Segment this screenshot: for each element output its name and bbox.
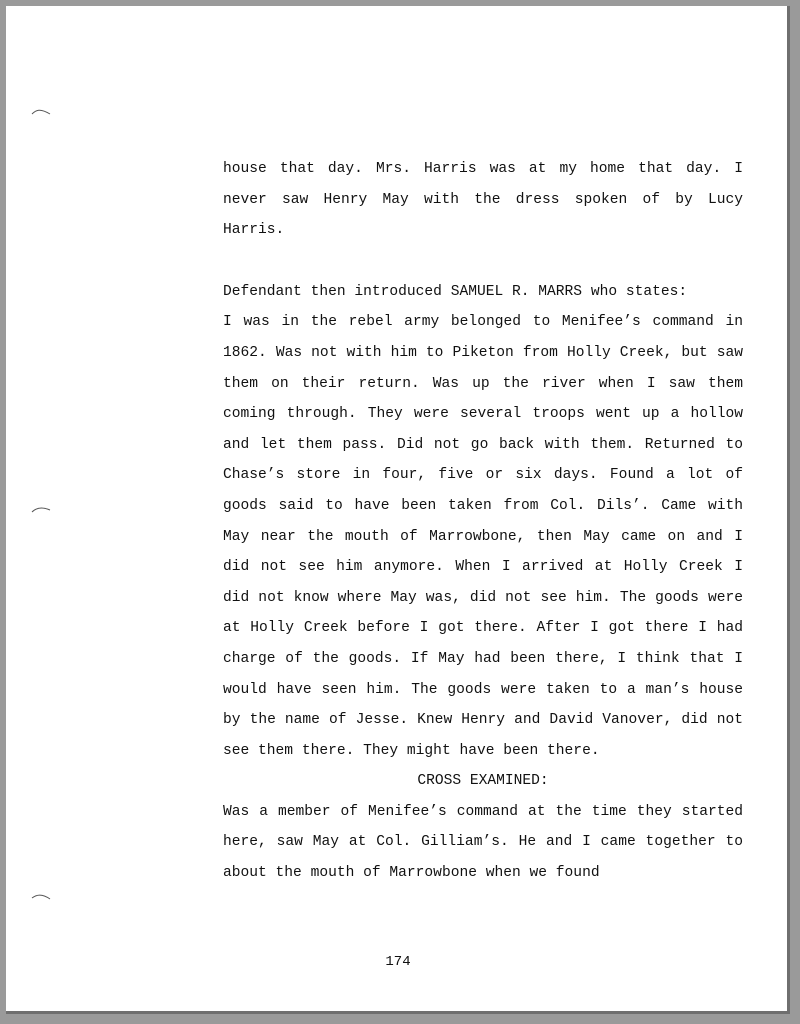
page-number: 174 [385, 954, 411, 970]
margin-mark [30, 892, 52, 902]
paragraph: house that day. Mrs. Harris was at my home that day. I never saw Henry May with the dress spoken of by Lucy Harris. [223, 161, 743, 239]
section-heading: CROSS EXAMINED: [417, 773, 549, 790]
paragraph: I was in the rebel army belonged to Menifee’s command in 1862. Was not with him to Piketon from Holly Creek, but saw them on their return. Was up the river when I saw them coming through. They were several troops went up a hollow and let them pass. Did not go back with them. Returned to Chase’s store in four, five or six days. Found a lot of goods said to have been taken from Col. Dils’. Came with May near the mouth of Marrowbone, then May came on and I did not see him anymore. When I arrived at Holly Creek I did not know where May was, did not see him. The goods were at Holly Creek before I got there. After I got there I had charge of the goods. If May had been there, I think that I would have seen him. The goods were taken to a man’s house by the name of Jesse. Knew Henry and David Vanover, did not see them there. They might have been there. [223, 314, 743, 759]
document-page [6, 6, 790, 1014]
margin-mark [30, 106, 52, 116]
paragraph: Was a member of Menifee’s command at the time they started here, saw May at Col. Gilliam’s. He and I came together to about the mouth of Marrowbone when we found [223, 803, 743, 882]
paragraph: Defendant then introduced SAMUEL R. MARRS who states: [223, 283, 688, 300]
margin-mark [30, 504, 52, 514]
body-text [223, 154, 743, 889]
